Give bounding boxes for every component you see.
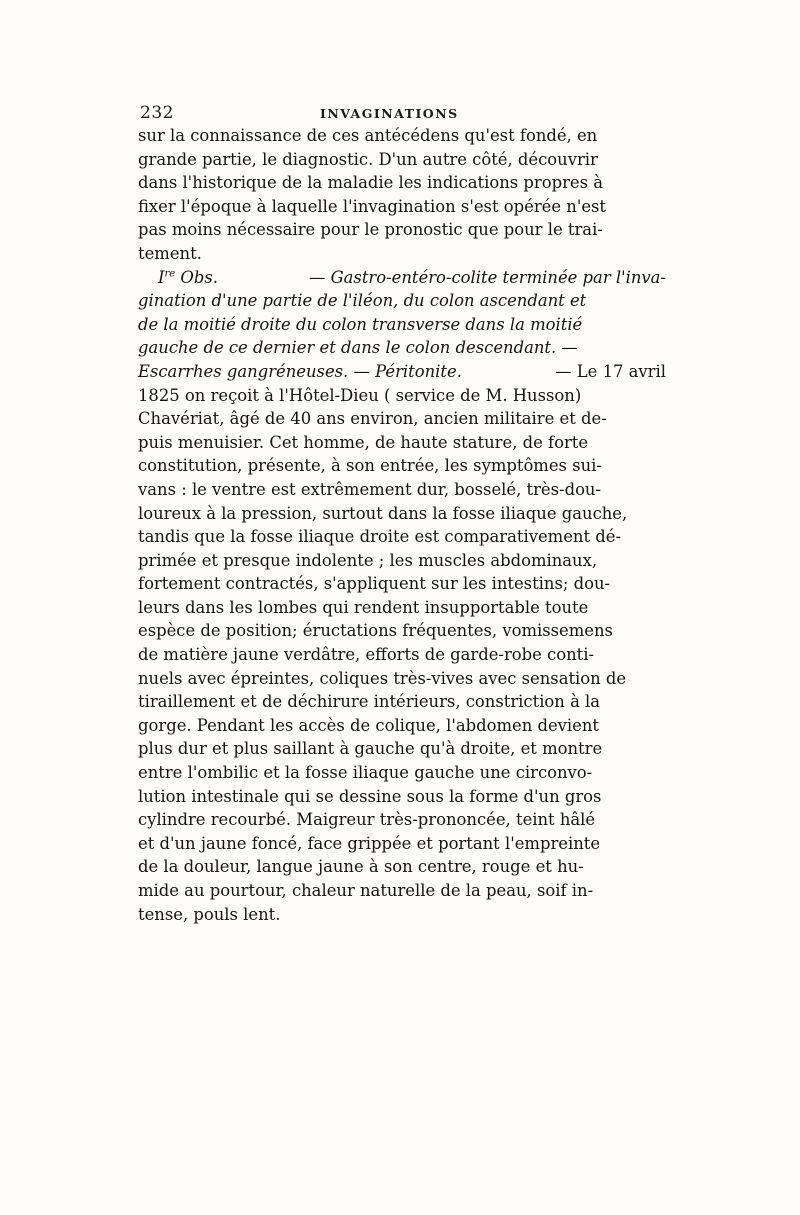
observation-title-line: de la moitié droite du colon transverse dans la moitié [138, 314, 583, 334]
text-line: fortement contractés, s'appliquent sur les intestins; dou- [138, 574, 611, 594]
text-line: primée et presque indolente ; les muscles abdominaux, [138, 550, 598, 570]
observation-intro: — Le 17 avril [555, 361, 666, 381]
observation-title-line: — Gastro-entéro-colite terminée par l'inva- [308, 267, 666, 287]
text-line: grande partie, le diagnostic. D'un autre côté, découvrir [138, 149, 598, 169]
page-header [140, 103, 666, 125]
text-line: lution intestinale qui se dessine sous la forme d'un gros [138, 786, 602, 806]
text-line: espèce de position; éructations fréquentes, vomissemens [138, 621, 613, 641]
text-line: tense, pouls lent. [138, 904, 281, 924]
observation-label: Ire Obs. [158, 267, 218, 287]
observation-title-line: gauche de ce dernier et dans le colon descendant. — [138, 338, 578, 358]
text-line: Chavériat, âgé de 40 ans environ, ancien militaire et de- [138, 409, 607, 429]
text-line: de la douleur, langue jaune à son centre, rouge et hu- [138, 857, 584, 877]
observation-title-line: gination d'une partie de l'iléon, du colon ascendant et [138, 291, 587, 311]
text-line: nuels avec épreintes, coliques très-vives avec sensation de [138, 668, 627, 688]
text-line: fixer l'époque à laquelle l'invagination s'est opérée n'est [138, 196, 607, 216]
text-line: tement. [138, 243, 202, 263]
text-line: 1825 on reçoit à l'Hôtel-Dieu ( service de M. Husson) [138, 385, 582, 405]
text-line: de matière jaune verdâtre, efforts de garde-robe conti- [138, 645, 595, 665]
text-line: dans l'historique de la maladie les indications propres à [138, 173, 604, 193]
text-line: plus dur et plus saillant à gauche qu'à droite, et montre [138, 739, 603, 759]
text-line: gorge. Pendant les accès de colique, l'abdomen devient [138, 715, 600, 735]
text-line: mide au pourtour, chaleur naturelle de la peau, soif in- [138, 881, 594, 900]
text-line: loureux à la pression, surtout dans la fosse iliaque gauche, [138, 503, 628, 523]
text-line: et d'un jaune foncé, face grippée et portant l'empreinte [138, 833, 601, 853]
text-line: cylindre recourbé. Maigreur très-prononcée, teint hâlé [138, 810, 596, 830]
text-line: entre l'ombilic et la fosse iliaque gauche une circonvo- [138, 763, 593, 783]
observation-title-line: Escarrhes gangréneuses. — Péritonite. — Le 17 avril [138, 360, 666, 384]
text-line: sur la connaissance de ces antécédens qu'est fondé, en [138, 126, 598, 145]
text-line: pas moins nécessaire pour le pronostic que pour le trai- [138, 220, 603, 240]
text-line: leurs dans les lombes qui rendent insupportable toute [138, 597, 589, 617]
text-line: tiraillement et de déchirure intérieurs, constriction à la [138, 692, 601, 712]
text-line: tandis que la fosse iliaque droite est comparativement dé- [138, 527, 621, 547]
text-line: constitution, présente, à son entrée, les symptômes sui- [138, 456, 602, 476]
page-number: 232 [140, 103, 174, 123]
running-head: INVAGINATIONS [320, 106, 459, 121]
text-line: puis menuisier. Cet homme, de haute stature, de forte [138, 432, 589, 452]
observation-heading-line [138, 266, 666, 290]
text-line: vans : le ventre est extrêmement dur, bosselé, très-dou- [138, 479, 602, 499]
body-text [138, 124, 666, 926]
